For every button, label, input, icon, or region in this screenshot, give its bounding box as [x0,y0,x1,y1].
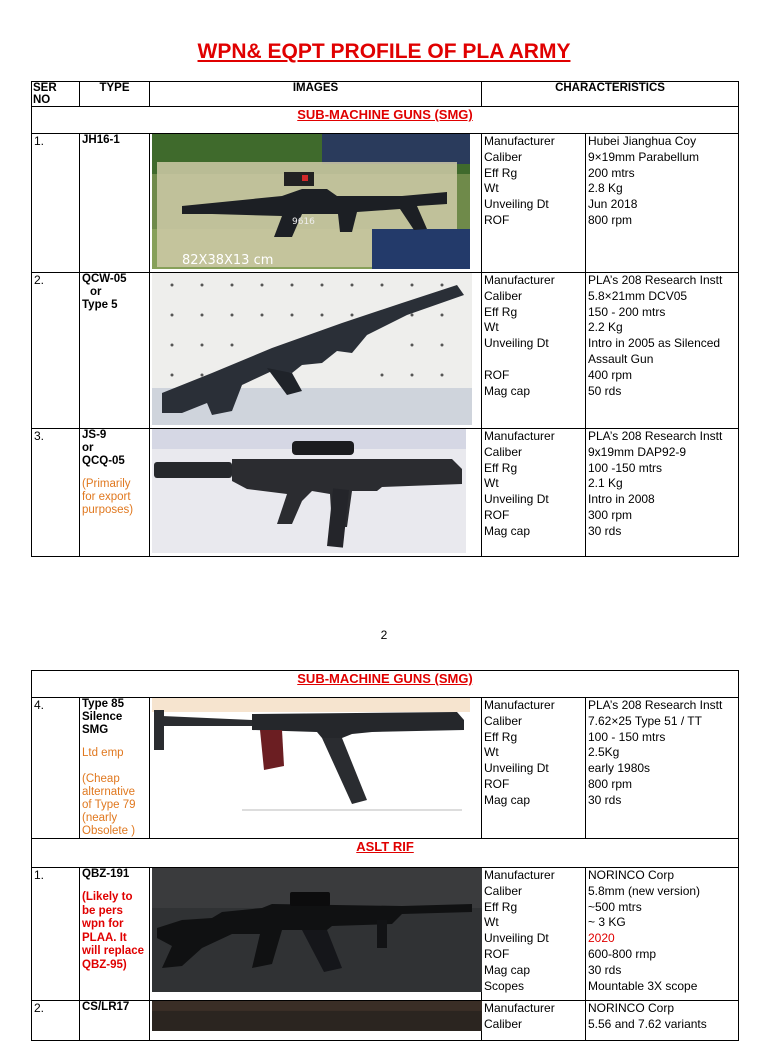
spec-label: Wt [484,181,499,196]
spec-value: 30 rds [588,792,622,807]
spec-label: Unveiling Dt [484,931,549,946]
table-row [32,1001,739,1041]
spec-value: 5.8×21mm DCV05 [588,288,688,303]
type-name: JH16-1 [82,134,120,146]
spec-label: Eff Rg [484,165,518,180]
spec-label: Manufacturer [484,429,555,443]
spec-value: 5.8mm (new version) [588,883,701,898]
spec-value: 7.62×25 Type 51 / TT [588,713,702,728]
spec-value: Jun 2018 [588,197,638,212]
ser-no: 3. [32,429,80,557]
type-note: (Primarily for export purposes) [82,478,134,516]
section-row-smg [32,107,739,134]
weapons-table-page-1 [31,81,739,557]
spec-label: ROF [484,776,510,791]
section-title-smg: SUB-MACHINE GUNS (SMG) [32,107,739,134]
spec-value: 600-800 rmp [588,946,657,961]
spec-value: 9x19mm DAP92-9 [588,444,687,459]
table-row [32,429,739,557]
spec-label: Unveiling Dt [484,336,549,351]
spec-label: Scopes [484,978,525,993]
type-name: Type 85 [82,698,124,710]
spec-value: 30 rds [588,523,622,538]
spec-label: ROF [484,946,510,961]
spec-value: 300 rpm [588,507,633,522]
weapons-table-page-2 [31,670,739,1041]
spec-value: PLA’s 208 Research Instt [588,429,723,443]
spec-label: Manufacturer [484,868,555,882]
ser-no: 2. [32,1001,80,1041]
spec-value: 100 -150 mtrs [588,460,663,475]
spec-label: Unveiling Dt [484,197,549,212]
type-name-2: Silence [82,711,123,723]
spec-value: 2.8 Kg [588,181,623,196]
spec-value: 200 mtrs [588,165,635,180]
spec-value: NORINCO Corp [588,1001,675,1015]
spec-value: ~ 3 KG [588,915,626,930]
spec-label: Wt [484,745,499,760]
spec-label: Unveiling Dt [484,492,549,507]
type-note: Ltd emp [82,747,124,759]
spec-label: Caliber [484,149,523,164]
spec-label: Mag cap [484,962,531,977]
spec-value: 9×19mm Parabellum [588,149,700,164]
spec-label: Wt [484,476,499,491]
spec-label: Eff Rg [484,460,518,475]
spec-label: Caliber [484,288,523,303]
col-characteristics: CHARACTERISTICS [482,82,739,107]
spec-label: Manufacturer [484,1001,555,1015]
ser-no: 1. [32,868,80,1001]
qbz191-rifle-photo [152,868,482,992]
section-row-aslt-rif [32,839,739,868]
type-name: JS-9 [82,429,107,441]
type-name-alt: Type 5 [82,299,118,311]
table-row [32,273,739,429]
spec-value: Mountable 3X scope [588,978,698,993]
spec-label: Eff Rg [484,729,518,744]
spec-label: Caliber [484,713,523,728]
spec-value: 400 rpm [588,367,633,382]
type-name: QBZ-191 [82,868,130,880]
photo-marking-text: 9616 [292,217,315,227]
spec-value: 2.2 Kg [588,320,623,335]
spec-value: early 1980s [588,761,651,776]
spec-label [484,352,583,368]
spec-value: 5.56 and 7.62 variants [588,1016,707,1031]
spec-label: Mag cap [484,792,531,807]
spec-value: Intro in 2005 as Silenced [588,336,721,351]
col-images: IMAGES [150,82,482,107]
spec-label: Caliber [484,444,523,459]
spec-value: 30 rds [588,962,622,977]
spec-value: Assault Gun [588,351,654,366]
table-row [32,134,739,273]
spec-label: Eff Rg [484,304,518,319]
table-row [32,868,739,1001]
col-type: TYPE [80,82,150,107]
spec-value: ~500 mtrs [588,899,642,914]
qcw05-smg-photo [152,273,472,425]
ser-no: 4. [32,698,80,839]
spec-value: 800 rpm [588,776,633,791]
type-name-or: or [90,286,102,298]
spec-label: ROF [484,212,510,227]
spec-value: 150 - 200 mtrs [588,304,666,319]
type-name-alt: QCQ-05 [82,455,125,467]
spec-value: 50 rds [588,383,622,398]
spec-label: Caliber [484,1016,523,1031]
spec-value: 100 - 150 mtrs [588,729,666,744]
spec-label: ROF [484,507,510,522]
type-note: (Likely to be pers wpn for PLAA. It will replace QBZ-95) [82,891,145,971]
js9-smg-photo [152,429,466,553]
spec-value: 800 rpm [588,212,633,227]
type-name: QCW-05 [82,273,127,285]
page-number: 2 [380,628,388,642]
spec-label: ROF [484,367,510,382]
spec-label: Manufacturer [484,134,555,148]
section-row-smg [32,671,739,698]
spec-value: 2.1 Kg [588,476,623,491]
spec-label: Wt [484,320,499,335]
col-ser-no: SER NO [32,82,80,107]
spec-label: Caliber [484,883,523,898]
spec-label: Eff Rg [484,899,518,914]
spec-label: Unveiling Dt [484,761,549,776]
ser-no: 1. [32,134,80,273]
spec-value: PLA’s 208 Research Instt [588,698,723,712]
spec-label: Manufacturer [484,273,555,287]
cslr17-rifle-photo [152,1001,482,1031]
type-name: CS/LR17 [82,1001,130,1013]
spec-value: Intro in 2008 [588,492,655,507]
table-header-row [32,82,739,107]
spec-label: Mag cap [484,383,531,398]
type-name-3: SMG [82,724,109,736]
photo-dimension-text: 82X38X13 cm [182,253,274,268]
table-row [32,698,739,839]
spec-value: PLA’s 208 Research Instt [588,273,723,287]
ser-no: 2. [32,273,80,429]
type-name-or: or [82,442,94,454]
spec-value: Hubei Jianghua Coy [588,134,697,148]
spec-label: Wt [484,915,499,930]
section-title-smg: SUB-MACHINE GUNS (SMG) [32,671,739,698]
jh16-smg-photo [152,134,470,269]
page-title: WPN& EQPT PROFILE OF PLA ARMY [197,40,571,63]
spec-value: 2.5Kg [588,745,620,760]
type-note-2: (Cheap alternative of Type 79 (nearly Obsolete ) [82,773,136,837]
section-title-aslt-rif: ASLT RIF [32,839,739,868]
spec-value-highlight: 2020 [588,931,615,946]
spec-label: Mag cap [484,523,531,538]
spec-value: NORINCO Corp [588,868,675,882]
type85-smg-photo [152,698,470,814]
spec-label: Manufacturer [484,698,555,712]
